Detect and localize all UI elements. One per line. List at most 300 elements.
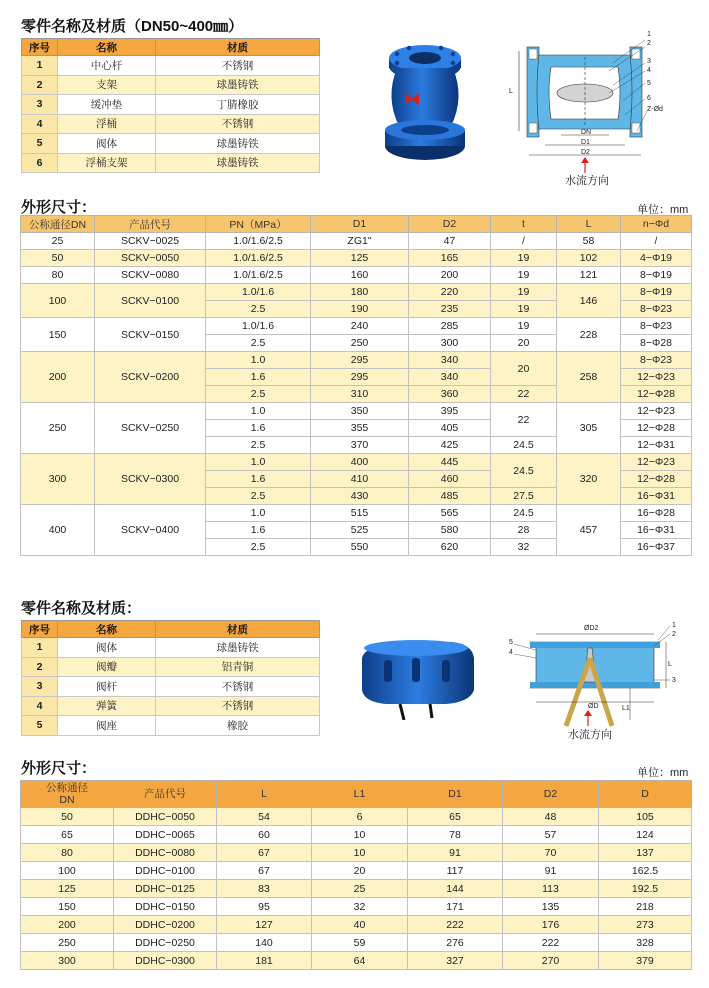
col-header: D1 (311, 216, 409, 233)
cell: 515 (311, 505, 409, 522)
cell: 2.5 (206, 386, 311, 403)
cell: 19 (491, 318, 557, 335)
cell: 19 (491, 250, 557, 267)
label-4: 4 (509, 649, 513, 656)
cell: 124 (599, 826, 692, 844)
unit-label: 单位：mm (637, 767, 689, 779)
cell: 1.0/1.6/2.5 (206, 267, 311, 284)
cell: 5 (22, 716, 58, 736)
cell: SCKV−0080 (95, 267, 206, 284)
table-row (21, 862, 692, 880)
cell: 320 (557, 454, 621, 505)
cell: 100 (21, 284, 95, 318)
cell: 400 (21, 505, 95, 556)
cell: 不锈钢 (156, 677, 320, 697)
cell: DDHC−0080 (114, 844, 217, 862)
cell: 铝青铜 (156, 657, 320, 677)
cell: 91 (408, 844, 503, 862)
cell: 67 (217, 844, 312, 862)
cell: 不锈钢 (156, 56, 320, 76)
col-header: 序号 (22, 621, 58, 638)
cell: 400 (311, 454, 409, 471)
table-row (21, 284, 692, 301)
cell: 24.5 (491, 437, 557, 454)
cell: 300 (21, 454, 95, 505)
cell: 117 (408, 862, 503, 880)
cell: 24.5 (491, 505, 557, 522)
cell: DDHC−0050 (114, 808, 217, 826)
cell: 1 (22, 638, 58, 658)
cell: 276 (408, 934, 503, 952)
cell: 190 (311, 301, 409, 318)
cell: DDHC−0100 (114, 862, 217, 880)
cell: 64 (312, 952, 408, 970)
cell: 425 (409, 437, 491, 454)
section4-title: 外形尺寸： (21, 760, 97, 777)
cell: 192.5 (599, 880, 692, 898)
cell: 91 (503, 862, 599, 880)
cell: 阀座 (58, 716, 156, 736)
cell: 460 (409, 471, 491, 488)
unit-label: 单位：mm (637, 204, 689, 216)
label-5: 5 (509, 639, 513, 646)
cell: DDHC−0300 (114, 952, 217, 970)
cell: 10 (312, 826, 408, 844)
cell: 2 (22, 657, 58, 677)
col-header: 产品代号 (95, 216, 206, 233)
cell: 80 (21, 844, 114, 862)
cell: 65 (21, 826, 114, 844)
cell: 270 (503, 952, 599, 970)
cell: 144 (408, 880, 503, 898)
table-row (22, 56, 320, 76)
label-4: 4 (647, 67, 651, 74)
cell: 1.0/1.6 (206, 318, 311, 335)
cell: 310 (311, 386, 409, 403)
table-row (21, 934, 692, 952)
cell: 40 (312, 916, 408, 934)
cell: 球墨铸铁 (156, 638, 320, 658)
cell: 6 (22, 153, 58, 173)
cell: 410 (311, 471, 409, 488)
cell: 57 (503, 826, 599, 844)
cell: 20 (312, 862, 408, 880)
cell: 20 (491, 335, 557, 352)
cell: 113 (503, 880, 599, 898)
cell: 171 (408, 898, 503, 916)
label-3: 3 (672, 677, 676, 684)
cell: 127 (217, 916, 312, 934)
cell: 27.5 (491, 488, 557, 505)
cell: 28 (491, 522, 557, 539)
cell: 140 (217, 934, 312, 952)
cell: 176 (503, 916, 599, 934)
cell: 235 (409, 301, 491, 318)
cell: / (491, 233, 557, 250)
cell: 240 (311, 318, 409, 335)
cell: 67 (217, 862, 312, 880)
cell: SCKV−0250 (95, 403, 206, 454)
cell: 620 (409, 539, 491, 556)
cell: 24.5 (491, 454, 557, 488)
table-row (22, 657, 320, 677)
cell: 47 (409, 233, 491, 250)
cell: 12−Φ23 (621, 403, 692, 420)
cell: 16−Φ28 (621, 505, 692, 522)
cell: 65 (408, 808, 503, 826)
table-row (21, 454, 692, 471)
cell: 1.0/1.6 (206, 284, 311, 301)
cell: 580 (409, 522, 491, 539)
cell: 阀体 (58, 134, 156, 154)
cell: 100 (21, 862, 114, 880)
cell: 125 (21, 880, 114, 898)
parts-table-2 (21, 620, 320, 736)
cell: DDHC−0200 (114, 916, 217, 934)
valve-photo-2 (356, 628, 478, 720)
cell: 146 (557, 284, 621, 318)
cell: SCKV−0400 (95, 505, 206, 556)
cell: 8−Φ23 (621, 301, 692, 318)
cell: SCKV−0050 (95, 250, 206, 267)
cell: 105 (599, 808, 692, 826)
table-row (21, 880, 692, 898)
cell: 395 (409, 403, 491, 420)
cell: 22 (491, 403, 557, 437)
cell: 19 (491, 301, 557, 318)
cell: SCKV−0025 (95, 233, 206, 250)
label-l: L (509, 88, 513, 95)
cell: 430 (311, 488, 409, 505)
cell: 12−Φ31 (621, 437, 692, 454)
cell: 550 (311, 539, 409, 556)
col-header: 材质 (156, 621, 320, 638)
cell: 273 (599, 916, 692, 934)
cell: 16−Φ31 (621, 522, 692, 539)
col-header: 公称通径 DN (21, 781, 114, 808)
cell: 浮桶 (58, 114, 156, 134)
cell: 12−Φ28 (621, 420, 692, 437)
cell: 181 (217, 952, 312, 970)
cell: 3 (22, 95, 58, 115)
cell: 12−Φ28 (621, 386, 692, 403)
cell: 222 (408, 916, 503, 934)
cell: 20 (491, 352, 557, 386)
cell: 340 (409, 369, 491, 386)
cell: DDHC−0065 (114, 826, 217, 844)
table-row (21, 898, 692, 916)
cell: 250 (21, 403, 95, 454)
label-6: 6 (647, 95, 651, 102)
cell: 355 (311, 420, 409, 437)
cell: 295 (311, 352, 409, 369)
flow-direction-label: 水流方向 (568, 729, 612, 741)
cell: 95 (217, 898, 312, 916)
cell: 25 (21, 233, 95, 250)
cell: 295 (311, 369, 409, 386)
col-header: L (217, 781, 312, 808)
label-od: ØD (588, 703, 599, 710)
cell: 8−Φ19 (621, 284, 692, 301)
table-row (21, 916, 692, 934)
cell: 340 (409, 352, 491, 369)
cell: 不锈钢 (156, 696, 320, 716)
cell: DDHC−0150 (114, 898, 217, 916)
cell: 支架 (58, 75, 156, 95)
cell: DDHC−0250 (114, 934, 217, 952)
cell: SCKV−0200 (95, 352, 206, 403)
cross-section-diagram-1 (505, 27, 680, 187)
cell: 165 (409, 250, 491, 267)
table-row (21, 844, 692, 862)
col-header: 名称 (58, 39, 156, 56)
table-row (22, 134, 320, 154)
cell: 中心杆 (58, 56, 156, 76)
cell: 1.0/1.6/2.5 (206, 250, 311, 267)
cell: 球墨铸铁 (156, 134, 320, 154)
cell: 445 (409, 454, 491, 471)
col-header: L1 (312, 781, 408, 808)
cell: 135 (503, 898, 599, 916)
cell: 70 (503, 844, 599, 862)
label-d2: D2 (581, 149, 590, 156)
cell: SCKV−0300 (95, 454, 206, 505)
cell: 327 (408, 952, 503, 970)
cell: 1.6 (206, 471, 311, 488)
cell: 2.5 (206, 335, 311, 352)
cell: 19 (491, 284, 557, 301)
label-2: 2 (672, 631, 676, 638)
label-z-od: Z-Ød (647, 106, 663, 113)
cell: 350 (311, 403, 409, 420)
cell: 12−Φ28 (621, 471, 692, 488)
cell: 不锈钢 (156, 114, 320, 134)
cell: 12−Φ23 (621, 454, 692, 471)
cell: 22 (491, 386, 557, 403)
cell: 50 (21, 808, 114, 826)
parts-table-1 (21, 38, 320, 173)
cell: 121 (557, 267, 621, 284)
table-row (21, 233, 692, 250)
label-d1: D1 (581, 139, 590, 146)
cell: 缓冲垫 (58, 95, 156, 115)
table-row (21, 250, 692, 267)
label-dn: DN (581, 129, 592, 136)
table-row (21, 318, 692, 335)
col-header: 材质 (156, 39, 320, 56)
cell: 2.5 (206, 539, 311, 556)
cell: 360 (409, 386, 491, 403)
table-row (21, 808, 692, 826)
cell: 379 (599, 952, 692, 970)
cell: 1.6 (206, 420, 311, 437)
cell: 8−Φ19 (621, 267, 692, 284)
cell: 16−Φ31 (621, 488, 692, 505)
cell: 丁腈橡胶 (156, 95, 320, 115)
cell: / (621, 233, 692, 250)
cell: 阀杆 (58, 677, 156, 697)
cell: 59 (312, 934, 408, 952)
cell: 250 (311, 335, 409, 352)
label-l1: L1 (622, 705, 630, 712)
label-1: 1 (672, 622, 676, 629)
table-row (22, 716, 320, 736)
cell: 258 (557, 352, 621, 403)
cell: 1.0 (206, 403, 311, 420)
cell: 300 (409, 335, 491, 352)
cell: 58 (557, 233, 621, 250)
cell: 8−Φ28 (621, 335, 692, 352)
col-header: PN（MPa） (206, 216, 311, 233)
col-header: 公称通径DN (21, 216, 95, 233)
cell: 8−Φ23 (621, 352, 692, 369)
section1-title: 零件名称及材质（DN50~400㎜） (21, 18, 244, 35)
table-row (21, 352, 692, 369)
table-row (22, 114, 320, 134)
table-row (21, 826, 692, 844)
col-header: t (491, 216, 557, 233)
cross-section-diagram-2 (508, 618, 683, 743)
label-2: 2 (647, 40, 651, 47)
cell: 1.0 (206, 454, 311, 471)
cell: 80 (21, 267, 95, 284)
cell: 160 (311, 267, 409, 284)
table-row (22, 95, 320, 115)
cell: 485 (409, 488, 491, 505)
table-row (21, 952, 692, 970)
section2-title: 外形尺寸： (21, 199, 97, 216)
cell: SCKV−0150 (95, 318, 206, 352)
cell: 525 (311, 522, 409, 539)
cell: 12−Φ23 (621, 369, 692, 386)
label-1: 1 (647, 31, 651, 38)
col-header: D1 (408, 781, 503, 808)
cell: 457 (557, 505, 621, 556)
cell: 32 (491, 539, 557, 556)
dimensions-table-2 (20, 780, 692, 970)
cell: ZG1" (311, 233, 409, 250)
cell: 220 (409, 284, 491, 301)
col-header: L (557, 216, 621, 233)
cell: 4 (22, 696, 58, 716)
cell: 1.0 (206, 352, 311, 369)
col-header: 序号 (22, 39, 58, 56)
cell: SCKV−0100 (95, 284, 206, 318)
cell: 200 (409, 267, 491, 284)
table-row (22, 677, 320, 697)
cell: 150 (21, 898, 114, 916)
cell: 83 (217, 880, 312, 898)
cell: 300 (21, 952, 114, 970)
cell: 阀瓣 (58, 657, 156, 677)
label-3: 3 (647, 58, 651, 65)
cell: 78 (408, 826, 503, 844)
cell: 25 (312, 880, 408, 898)
table-row (22, 638, 320, 658)
section3-title: 零件名称及材质： (21, 600, 142, 617)
cell: 10 (312, 844, 408, 862)
cell: 137 (599, 844, 692, 862)
table-row (21, 505, 692, 522)
cell: 54 (217, 808, 312, 826)
cell: 1.0/1.6/2.5 (206, 233, 311, 250)
cell: 102 (557, 250, 621, 267)
cell: 16−Φ37 (621, 539, 692, 556)
col-header: D2 (503, 781, 599, 808)
cell: 125 (311, 250, 409, 267)
cell: 370 (311, 437, 409, 454)
flow-direction-label: 水流方向 (565, 175, 609, 187)
cell: 150 (21, 318, 95, 352)
cell: 球墨铸铁 (156, 153, 320, 173)
cell: 2.5 (206, 437, 311, 454)
cell: 19 (491, 267, 557, 284)
cell: 阀体 (58, 638, 156, 658)
cell: 200 (21, 916, 114, 934)
cell: 1.6 (206, 522, 311, 539)
label-5: 5 (647, 80, 651, 87)
table-row (22, 696, 320, 716)
col-header: n−Φd (621, 216, 692, 233)
cell: 弹簧 (58, 696, 156, 716)
cell: 222 (503, 934, 599, 952)
cell: 4 (22, 114, 58, 134)
table-row (22, 75, 320, 95)
cell: 2.5 (206, 488, 311, 505)
cell: 浮桶支架 (58, 153, 156, 173)
cell: 2.5 (206, 301, 311, 318)
cell: 50 (21, 250, 95, 267)
cell: 橡胶 (156, 716, 320, 736)
table-row (21, 267, 692, 284)
cell: 2 (22, 75, 58, 95)
col-header: 产品代号 (114, 781, 217, 808)
table-row (22, 153, 320, 173)
cell: 218 (599, 898, 692, 916)
cell: 48 (503, 808, 599, 826)
cell: 1.0 (206, 505, 311, 522)
col-header: D (599, 781, 692, 808)
cell: 1 (22, 56, 58, 76)
label-l: L (668, 661, 672, 668)
cell: 1.6 (206, 369, 311, 386)
valve-photo-1 (375, 38, 475, 166)
cell: 4−Φ19 (621, 250, 692, 267)
cell: 60 (217, 826, 312, 844)
label-od2: ØD2 (584, 625, 599, 632)
col-header: 名称 (58, 621, 156, 638)
cell: 3 (22, 677, 58, 697)
cell: 328 (599, 934, 692, 952)
cell: 228 (557, 318, 621, 352)
cell: 285 (409, 318, 491, 335)
cell: 250 (21, 934, 114, 952)
col-header: D2 (409, 216, 491, 233)
table-row (21, 403, 692, 420)
cell: 200 (21, 352, 95, 403)
cell: DDHC−0125 (114, 880, 217, 898)
dimensions-table-1 (20, 215, 692, 556)
cell: 32 (312, 898, 408, 916)
cell: 305 (557, 403, 621, 454)
cell: 180 (311, 284, 409, 301)
cell: 球墨铸铁 (156, 75, 320, 95)
cell: 405 (409, 420, 491, 437)
cell: 162.5 (599, 862, 692, 880)
cell: 565 (409, 505, 491, 522)
cell: 6 (312, 808, 408, 826)
cell: 5 (22, 134, 58, 154)
